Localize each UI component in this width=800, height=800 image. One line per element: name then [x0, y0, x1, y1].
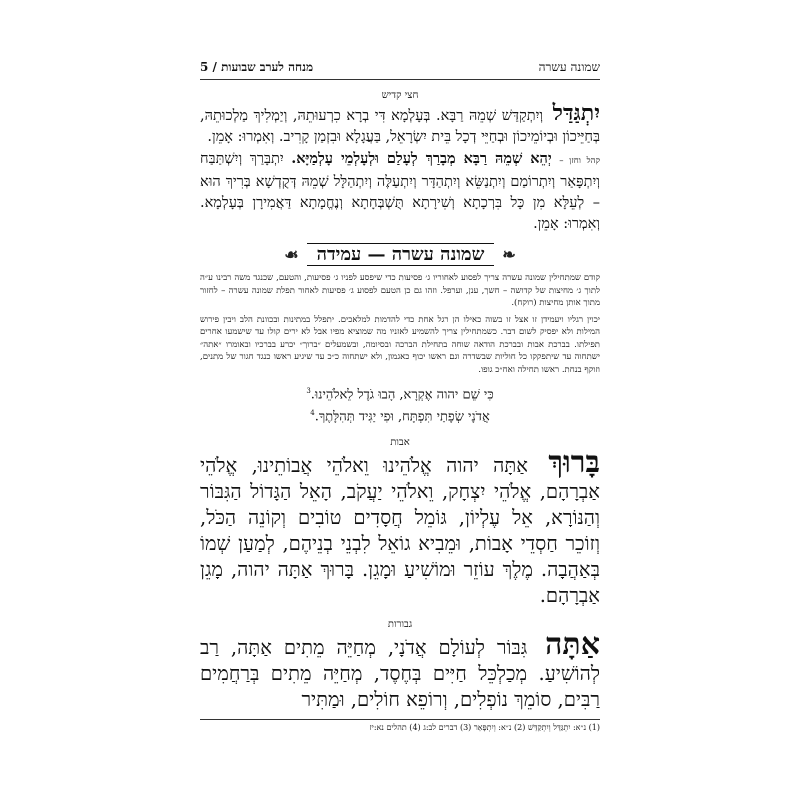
avot-opening-word: בָּרוּךְ [548, 444, 600, 480]
congregation-response-text: יְהֵא שְׁמֵהּ רַבָּא מְבָרַךְ לְעָלַם וּלְעָלְמֵי עָלְמַיָּא. [291, 150, 552, 167]
kaddish-paragraph-1: וְיִתְקַדַּשׁ שְׁמֵהּ רַבָּא. בְּעָלְמָא דִּי בְרָא כִרְעוּתֵהּ, וְיַמְלִיךְ מַלְכוּתֵהּ, בְּחַיֵּיכוֹן וּבְיוֹמֵיכוֹן וּבְחַיֵּי דְכָל בֵּית יִשְׂרָאֵל, בַּעֲגָלָא וּבִזְמַן קָרִיב. וְאִמְרוּ: אָמֵן. [200, 108, 600, 145]
running-head-title: מנחה לערב שבועות / 5 [200, 60, 314, 74]
instructions [200, 272, 600, 376]
avot-text [200, 444, 600, 609]
verse-note: 4 [310, 409, 315, 418]
avot-header: אבות [390, 436, 410, 448]
kaddish-header: חצי קדיש [381, 90, 419, 101]
footnotes: (1) נ״א: יִתְגַּדֵּל וְיִתְקַדֵּשׁ (2) נ״א: וְיִתְפָּאֵר (3) דברים לב:ג (4) תהלים נא:יז [200, 719, 600, 732]
opening-verses [200, 382, 600, 427]
kaddish-text [200, 100, 601, 235]
verse-note: 3 [306, 387, 311, 395]
verse-line: אֲדֹנָי שְׂפָתַי תִּפְתָּח, וּפִי יַגִּיד תְּהִלָּתֶךָ.$^4$ [310, 409, 490, 425]
instruction-paragraph: יכוין רגליו ויעמידן זו אצל זו בשוה כאילו הן רגל אחת כדי להדמות למלאכים. יתפלל במתינות ובכוונת הלב ויבין פירוש המילות ולא יפסיק לשום דבר. כשמתחילין צריך להשמיע לאזניו מה שמוציא מפיו אבל לא ירים קולו עד שישמעו אחרים תפילתו. בברכת אבות ובברכת הודאה שוחה בתחילת הברכה ובסיומה, ובשמעלים ״ברוך״ יכרע בברכיו ובאומרו ״אתה״ ישתחוה עד שיתפקקו כל חוליות שבשדרה וגם ראשו יכוף כאגמון, ולא ישתחוה כ״כ עד שיגיע ראשו כנגד חגור של מתנים, וזוקף בנחת. ראשו תחילה ואח״כ גופו. [200, 314, 600, 375]
gevurot-body: גִּבּוֹר לְעוֹלָם אֲדֹנָי, מְחַיֵּה מֵתִים אַתָּה, רַב לְהוֹשִׁיעַ. מְכַלְכֵּל חַיִּים בְּחֶסֶד, מְחַיֵּה מֵתִים בְּרַחֲמִים רַבִּים, סוֹמֵךְ נוֹפְלִים, וְרוֹפֵא חוֹלִים, וּמַתִּיר [200, 635, 600, 711]
section-title [200, 243, 600, 266]
instruction-paragraph: קודם שמתחילין שמונה עשרה צריך לפסוע לאחוריו ג׳ פסיעות כדי שיפסע לפניו ג׳ פסיעות, והטעם, שכנגד משה רבינו ע״ה לתוך ג׳ מחיצות של קדושה – חשך, ענן, וערפל. וזהו גם כן הטעם לפסוע ג׳ פסיעות לאחור תפלת שמונה עשרה – לחזור מתוך אותן מחיצות (רוקח). [200, 273, 600, 308]
kaddish-opening-word: יִתְגַּדַּל [552, 100, 600, 126]
prayer-page [200, 60, 600, 740]
congregation-response-label: קהל וחזן – [559, 156, 601, 166]
verse-line: כִּי שֵׁם יהוה אֶקְרָא, הָבוּ גֹדֶל לֵאלֹהֵינוּ.$^3$ [306, 387, 494, 403]
avot-body: אַתָּה יהוה אֱלֹהֵינוּ וֵאלֹהֵי אֲבוֹתֵינוּ, אֱלֹהֵי אַבְרָהָם, אֱלֹהֵי יִצְחָק, וֵאלֹהֵי יַעֲקֹב, הָאֵל הַגָּדוֹל הַגִּבּוֹר וְהַנּוֹרָא, אֵל עֶלְיוֹן, גּוֹמֵל חֲסָדִים טוֹבִים וְקוֹנֵה הַכֹּל, וְזוֹכֵר חַסְדֵי אָבוֹת, וּמֵבִיא גוֹאֵל לִבְנֵי בְנֵיהֶם, לְמַעַן שְׁמוֹ בְּאַהֲבָה. מֶלֶךְ עוֹזֵר וּמוֹשִׁיעַ וּמָגֵן. בָּרוּךְ אַתָּה יהוה, מָגֵן אַבְרָהָם. [200, 453, 600, 607]
section-title-text: שמונה עשרה — עמידה [307, 243, 495, 266]
running-head-section: שמונה עשרה [538, 60, 600, 74]
gevurot-opening-word: אַתָּה [545, 626, 600, 662]
ornament-icon: ❧ [502, 245, 516, 264]
kaddish-paragraph-2: יִתְבָּרַךְ וְיִשְׁתַּבַּח וְיִתְפָּאַר וְיִתְרוֹמַם וְיִתְנַשֵּׂא וְיִתְהַדָּר וְיִתְעַלֶּה וְיִתְהַלָּל שְׁמֵהּ דְּקֻדְשָׁא בְּרִיךְ הוּא – לְעֵלָּא מִן כָּל בִּרְכָתָא וְשִׁירָתָא תֻּשְׁבְּחָתָא וְנֶחֱמָתָא דַּאֲמִירָן בְּעָלְמָא. וְאִמְרוּ: אָמֵן. [200, 151, 600, 232]
ornament-icon: ☙ [284, 245, 299, 264]
gevurot-text [200, 626, 600, 713]
gevurot-header: גבורות [387, 618, 413, 630]
running-head [200, 60, 600, 80]
